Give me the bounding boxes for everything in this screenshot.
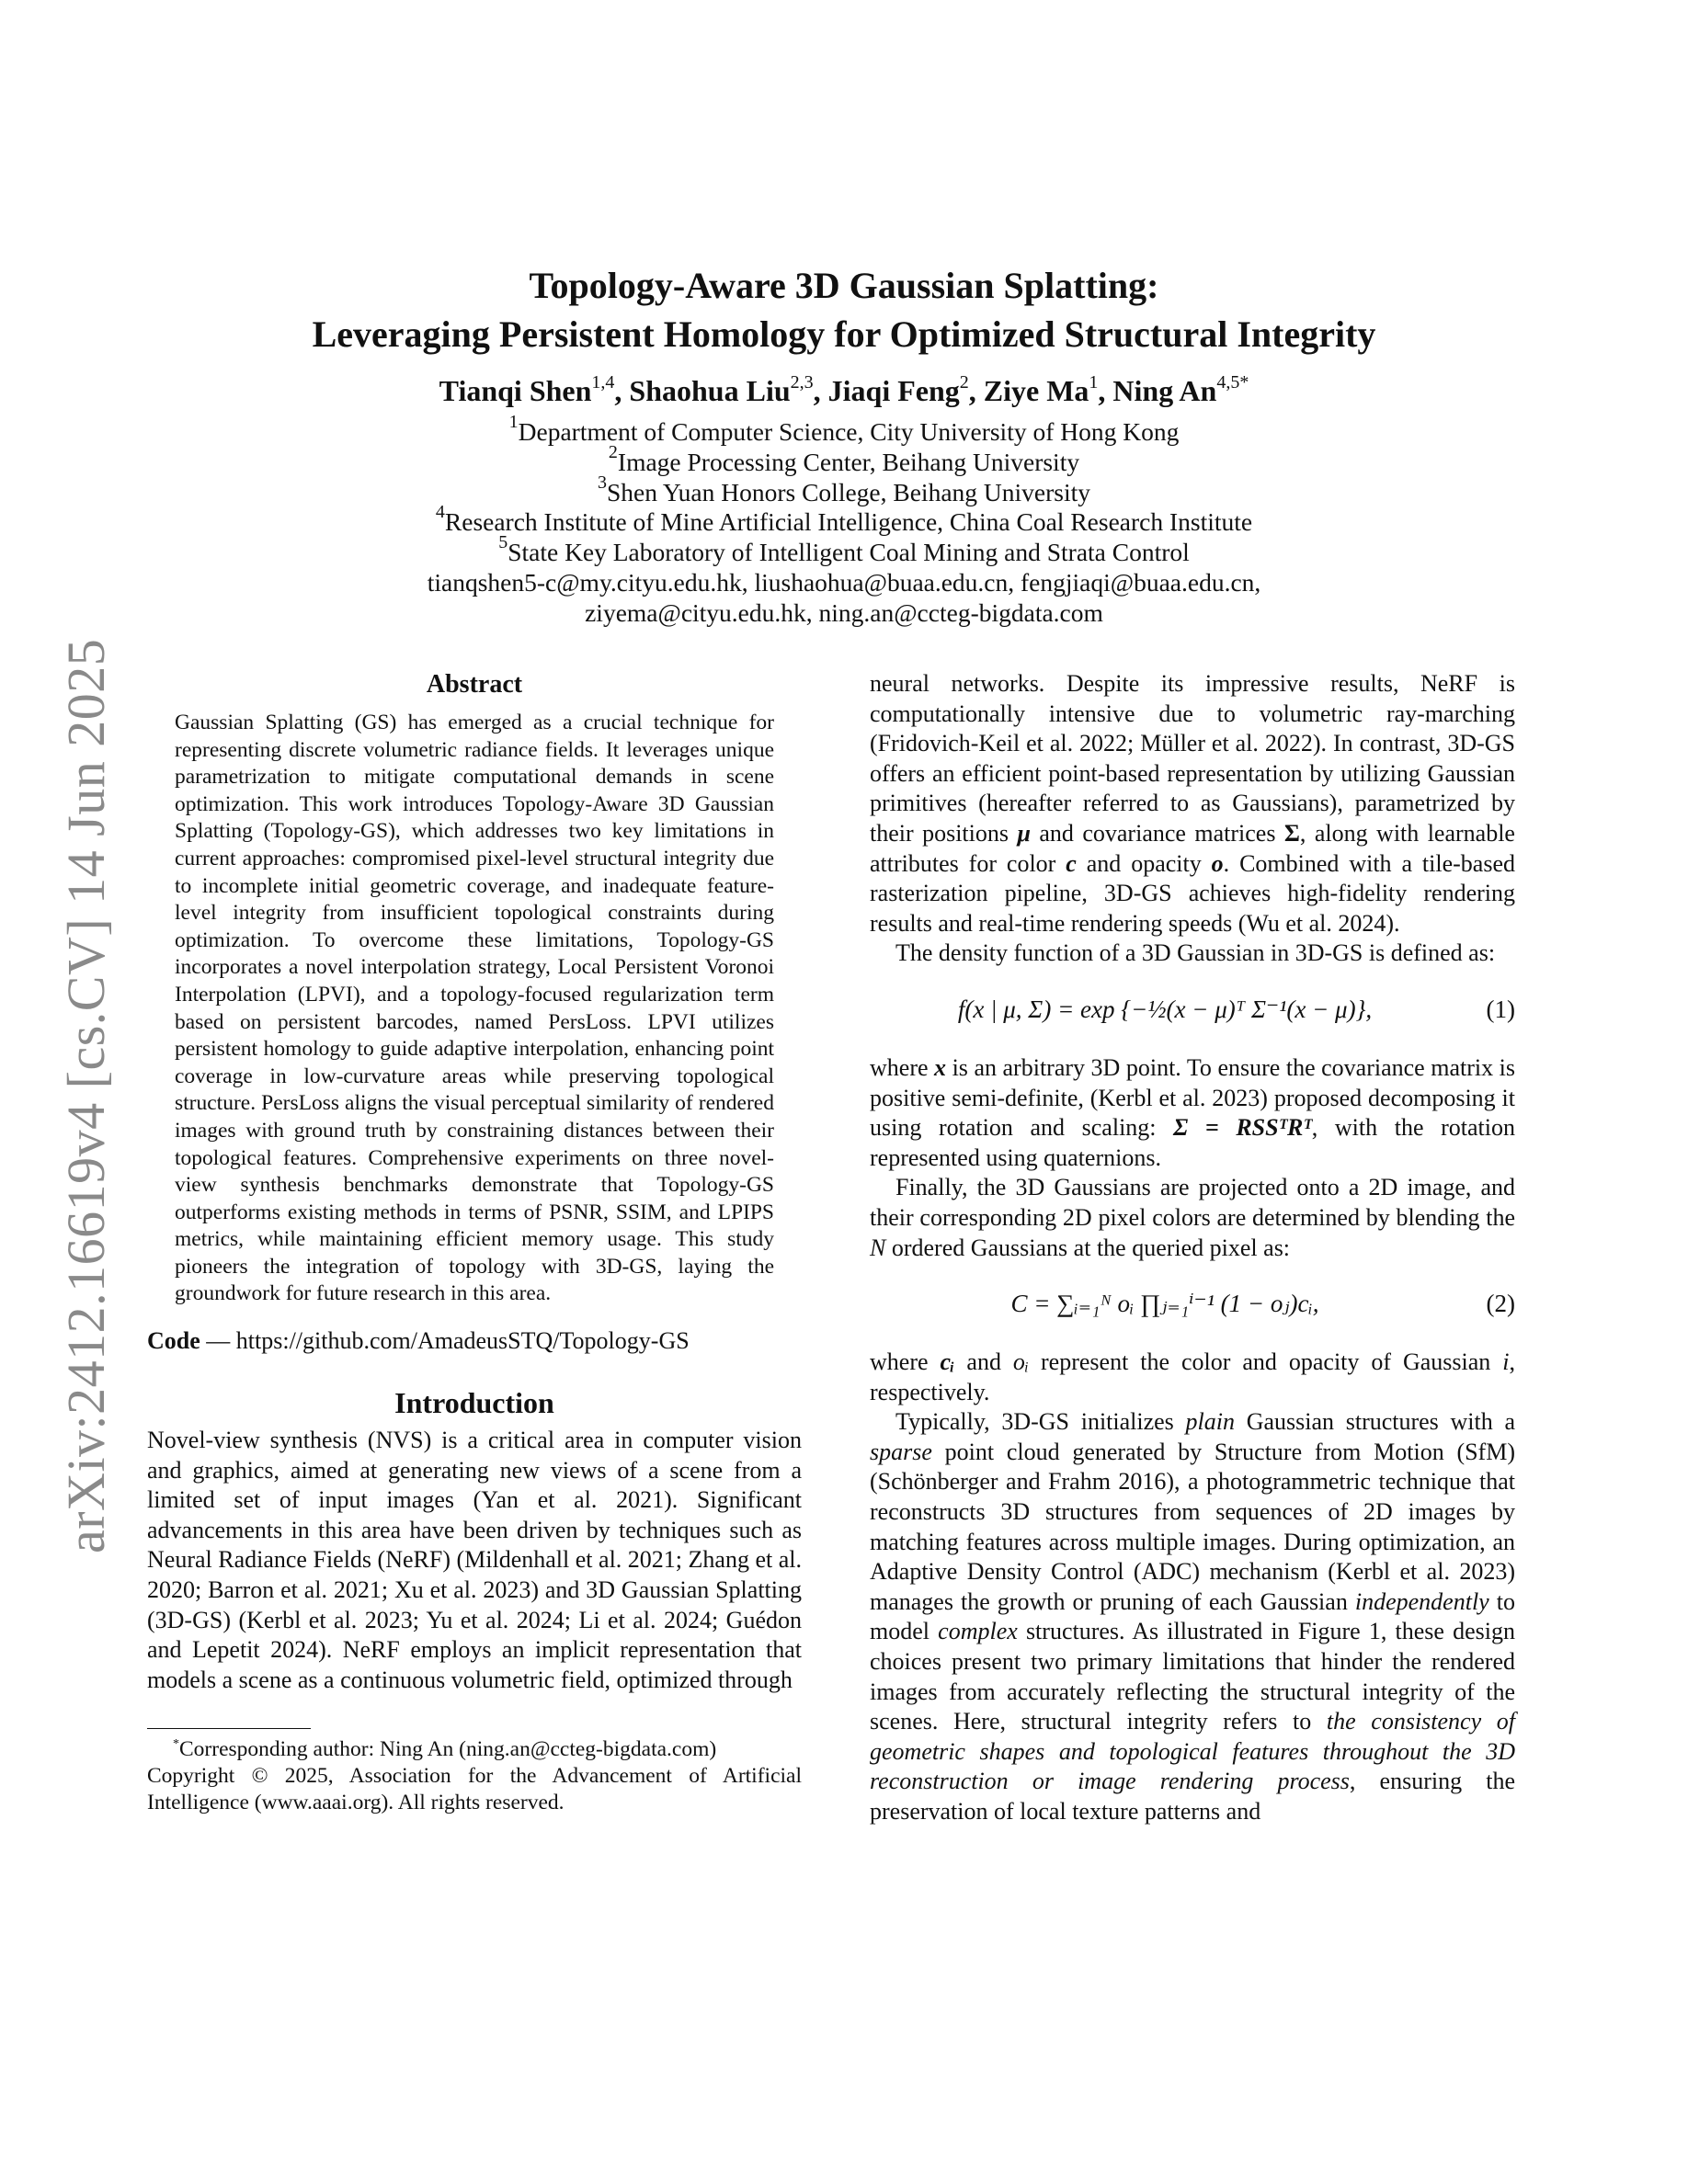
text-run: , with the rotation represented using quaternions. xyxy=(870,1114,1515,1171)
text-run: to model xyxy=(870,1587,1515,1645)
body-paragraph xyxy=(870,1407,1515,1826)
text-run: and xyxy=(954,1348,1013,1376)
introduction-heading: Introduction xyxy=(394,1386,554,1420)
affiliation-line xyxy=(0,502,1688,538)
author-affil-mark: 1 xyxy=(1089,372,1099,392)
left-column xyxy=(147,669,802,1815)
emphasis: the consistency of geometric shapes and topological features throughout the 3D reconstruction or image rendering process xyxy=(870,1708,1515,1795)
text-run: neural networks. Despite its impressive results, NeRF is computationally intensive due to volumetric ray-marching (Fridovich-Keil et al. 2022; Müller et al. 2022). In contrast, 3D-GS offers an efficient point-based representation by utilizing Gaussian primitives (hereafter referred to as Gaussians), parametrized by their positions xyxy=(870,670,1515,847)
text-run: Gaussian structures with a xyxy=(1234,1408,1515,1436)
affiliation-mark: 1 xyxy=(508,412,519,432)
text-run: ordered Gaussians at the queried pixel as: xyxy=(885,1234,1291,1261)
equation-expression: f(x | μ, Σ) = exp {−½(x − μ)ᵀ Σ⁻¹(x − μ)}, xyxy=(957,995,1373,1023)
title-line-1: Topology-Aware 3D Gaussian Splatting: xyxy=(529,265,1159,306)
affiliation-line xyxy=(0,441,1688,478)
author-name: Shaohua Liu xyxy=(629,374,791,407)
affiliation-text: State Key Laboratory of Intelligent Coal Mining and Strata Control xyxy=(508,538,1190,567)
corresponding-author-text: Corresponding author: Ning An (ning.an@ccteg-bigdata.com) xyxy=(179,1737,717,1762)
body-paragraph xyxy=(870,669,1515,938)
text-run: , ensuring the preservation of local texture patterns and xyxy=(870,1768,1515,1825)
introduction-paragraph: Novel-view synthesis (NVS) is a critical area in computer vision and graphics, aimed at generating new views of a scene from a limited set of input images (Yan et al. 2021). Significant advancements in this area have been driven by techniques such as Neural Radiance Fields (NeRF) (Mildenhall et al. 2021; Zhang et al. 2020; Barron et al. 2021; Xu et al. 2023) and 3D Gaussian Splatting (3D-GS) (Kerbl et al. 2023; Yu et al. 2024; Li et al. 2024; Guédon and Lepetit 2024). NeRF employs an implicit representation that models a scene as a continuous volumetric field, optimized through xyxy=(147,1427,802,1693)
affiliation-line xyxy=(0,472,1688,508)
code-link-line xyxy=(147,1326,802,1356)
paper-title xyxy=(0,261,1688,358)
text-run: , along with learnable attributes for color xyxy=(870,819,1515,877)
affiliation-text: Shen Yuan Honors College, Beihang University xyxy=(607,477,1090,506)
email-line: tianqshen5-c@my.cityu.edu.hk, liushaohua@buaa.edu.cn, fengjiaqi@buaa.edu.cn, xyxy=(427,567,1261,597)
author-affil-mark: 4,5* xyxy=(1216,372,1249,392)
text-run: , respectively. xyxy=(870,1348,1516,1405)
author-affil-mark: 1,4 xyxy=(591,372,615,392)
author-list: Tianqi Shen$^{1,4}$, Shaohua Liu$^{2,3}$, Jiaqi Feng$^2$, Ziye Ma$^1$, Ning $An^{4,5*}$ xyxy=(439,372,1249,407)
text-run: . Combined with a tile-based rasterization pipeline, 3D-GS achieves high-fidelity rendering results and real-time rendering speeds (Wu et al. 2024). xyxy=(870,849,1515,937)
math-symbol: x xyxy=(934,1053,947,1081)
text-run: point cloud generated by Structure from Motion (SfM) (Schönberger and Frahm 2016), a photogrammetric technique that reconstructs 3D structures from sequences of 2D images by matching features across multiple images. During optimization, an Adaptive Density Control (ADC) mechanism (Kerbl et al. 2023) manages the growth or pruning of each Gaussian xyxy=(870,1438,1515,1615)
footnote-marker: * xyxy=(173,1737,179,1752)
equation-1 xyxy=(870,982,1515,1041)
math-symbol: cᵢ xyxy=(940,1348,955,1376)
affiliation-mark: 4 xyxy=(435,502,445,523)
affiliation-mark: 5 xyxy=(498,532,508,553)
emphasis: complex xyxy=(938,1618,1018,1645)
right-column xyxy=(870,669,1515,1827)
math-symbol: N xyxy=(870,1234,886,1261)
math-symbol: Σ xyxy=(1283,819,1300,847)
body-paragraph: The density function of a 3D Gaussian in 3D-GS is defined as: xyxy=(895,939,1496,967)
text-run: where xyxy=(870,1053,935,1081)
abstract-heading: Abstract xyxy=(426,670,523,699)
footnote xyxy=(147,1736,802,1815)
body-paragraph xyxy=(870,1053,1515,1173)
author-name: Ziye Ma xyxy=(983,374,1089,407)
equation-number: (2) xyxy=(1486,1290,1515,1318)
equation-expression: C = ∑ᵢ₌₁ᴺ oᵢ ∏ⱼ₌₁ⁱ⁻¹ (1 − oⱼ)cᵢ, xyxy=(1010,1290,1319,1318)
title-line-2: Leveraging Persistent Homology for Optimized Structural Integrity xyxy=(312,313,1376,355)
text-run: and opacity xyxy=(1076,849,1212,877)
equation-2 xyxy=(870,1276,1515,1335)
math-symbol: oᵢ xyxy=(1012,1348,1030,1376)
affiliation-line xyxy=(0,412,1688,448)
text-run: Finally, the 3D Gaussians are projected onto a 2D image, and their corresponding 2D pixel colors are determined by blending the xyxy=(870,1174,1515,1231)
code-label: Code xyxy=(147,1327,200,1355)
text-run: Typically, 3D-GS initializes xyxy=(895,1408,1186,1436)
author-name: Jiaqi Feng xyxy=(827,374,960,407)
email-line: ziyema@cityu.edu.hk, ning.an@ccteg-bigdata.com xyxy=(585,597,1103,627)
math-symbol: μ xyxy=(1017,819,1031,847)
affiliation-text: Department of Computer Science, City University of Hong Kong xyxy=(518,417,1180,446)
text-run: represent the color and opacity of Gaussian xyxy=(1029,1348,1503,1376)
author-affil-mark: 2,3 xyxy=(790,372,814,392)
math-symbol: o xyxy=(1211,849,1224,877)
author-affil-mark: 2 xyxy=(959,372,969,392)
footnote-divider xyxy=(147,1728,311,1729)
affiliation-text: Image Processing Center, Beihang University xyxy=(617,447,1080,476)
inline-formula: Σ = RSSᵀRᵀ xyxy=(1173,1114,1312,1142)
abstract-body: Gaussian Splatting (GS) has emerged as a crucial technique for representing discrete volumetric radiance fields. It leverages unique parametrization to mitigate computational demands in scene optimization. This work introduces Topology-Aware 3D Gaussian Splatting (Topology-GS), which addresses two key limitations in current approaches: compromised pixel-level structural integrity due to incomplete initial geometric coverage, and inadequate feature-level integrity from insufficient topological constraints during optimization. To overcome these limitations, Topology-GS incorporates a novel interpolation strategy, Local Persistent Voronoi Interpolation (LPVI), and a topology-focused regularization term based on persistent barcodes, named PersLoss. LPVI utilizes persistent homology to guide adaptive interpolation, enhancing point coverage in low-curvature areas while preserving topological structure. PersLoss aligns the visual perceptual similarity of rendered images with ground truth by constraining distances between their topological features. Comprehensive experiments on three novel-view synthesis benchmarks demonstrate that Topology-GS outperforms existing methods in terms of PSNR, SSIM, and LPIPS metrics, while maintaining efficient memory usage. This study pioneers the integration of topology with 3D-GS, laying the groundwork for future research in this area. xyxy=(175,711,774,1306)
body-paragraph xyxy=(870,1348,1515,1407)
code-separator: — xyxy=(200,1327,236,1355)
math-symbol: i xyxy=(1502,1348,1510,1376)
author-name: Tianqi Shen xyxy=(439,374,592,407)
emphasis: plain xyxy=(1185,1408,1235,1436)
text-run: where xyxy=(870,1348,941,1376)
text-run: and covariance matrices xyxy=(1030,819,1284,847)
text-run: structures. As illustrated in Figure 1, these design choices present two primary limitations that hinder the rendered images from accurately reflecting the structural integrity of the scenes. Here, structural integrity refers to xyxy=(870,1618,1515,1735)
affiliation-mark: 3 xyxy=(598,472,607,493)
text-run: is an arbitrary 3D point. To ensure the covariance matrix is positive semi-definite, (Kerbl et al. 2023) proposed decomposing it using rotation and scaling: xyxy=(870,1053,1515,1142)
emphasis: independently xyxy=(1354,1587,1489,1615)
arxiv-identifier: arXiv:2412.16619v4 [cs.CV] 14 Jun 2025 xyxy=(56,638,116,1553)
affiliation-text: Research Institute of Mine Artificial Intelligence, China Coal Research Institute xyxy=(444,507,1253,537)
copyright-notice: Copyright © 2025, Association for the Advancement of Artificial Intelligence (www.aaai.org). All rights reserved. xyxy=(147,1764,802,1814)
body-paragraph xyxy=(870,1173,1515,1263)
code-url[interactable]: https://github.com/AmadeusSTQ/Topology-GS xyxy=(235,1327,690,1355)
corresponding-author-note xyxy=(147,1736,802,1763)
affiliation-line xyxy=(0,532,1688,568)
affiliation-mark: 2 xyxy=(608,441,618,462)
emphasis: sparse xyxy=(870,1438,932,1465)
math-symbol: c xyxy=(1066,849,1077,877)
author-name: Ning An xyxy=(1112,374,1217,407)
affiliations xyxy=(0,412,1688,629)
equation-number: (1) xyxy=(1486,995,1515,1023)
